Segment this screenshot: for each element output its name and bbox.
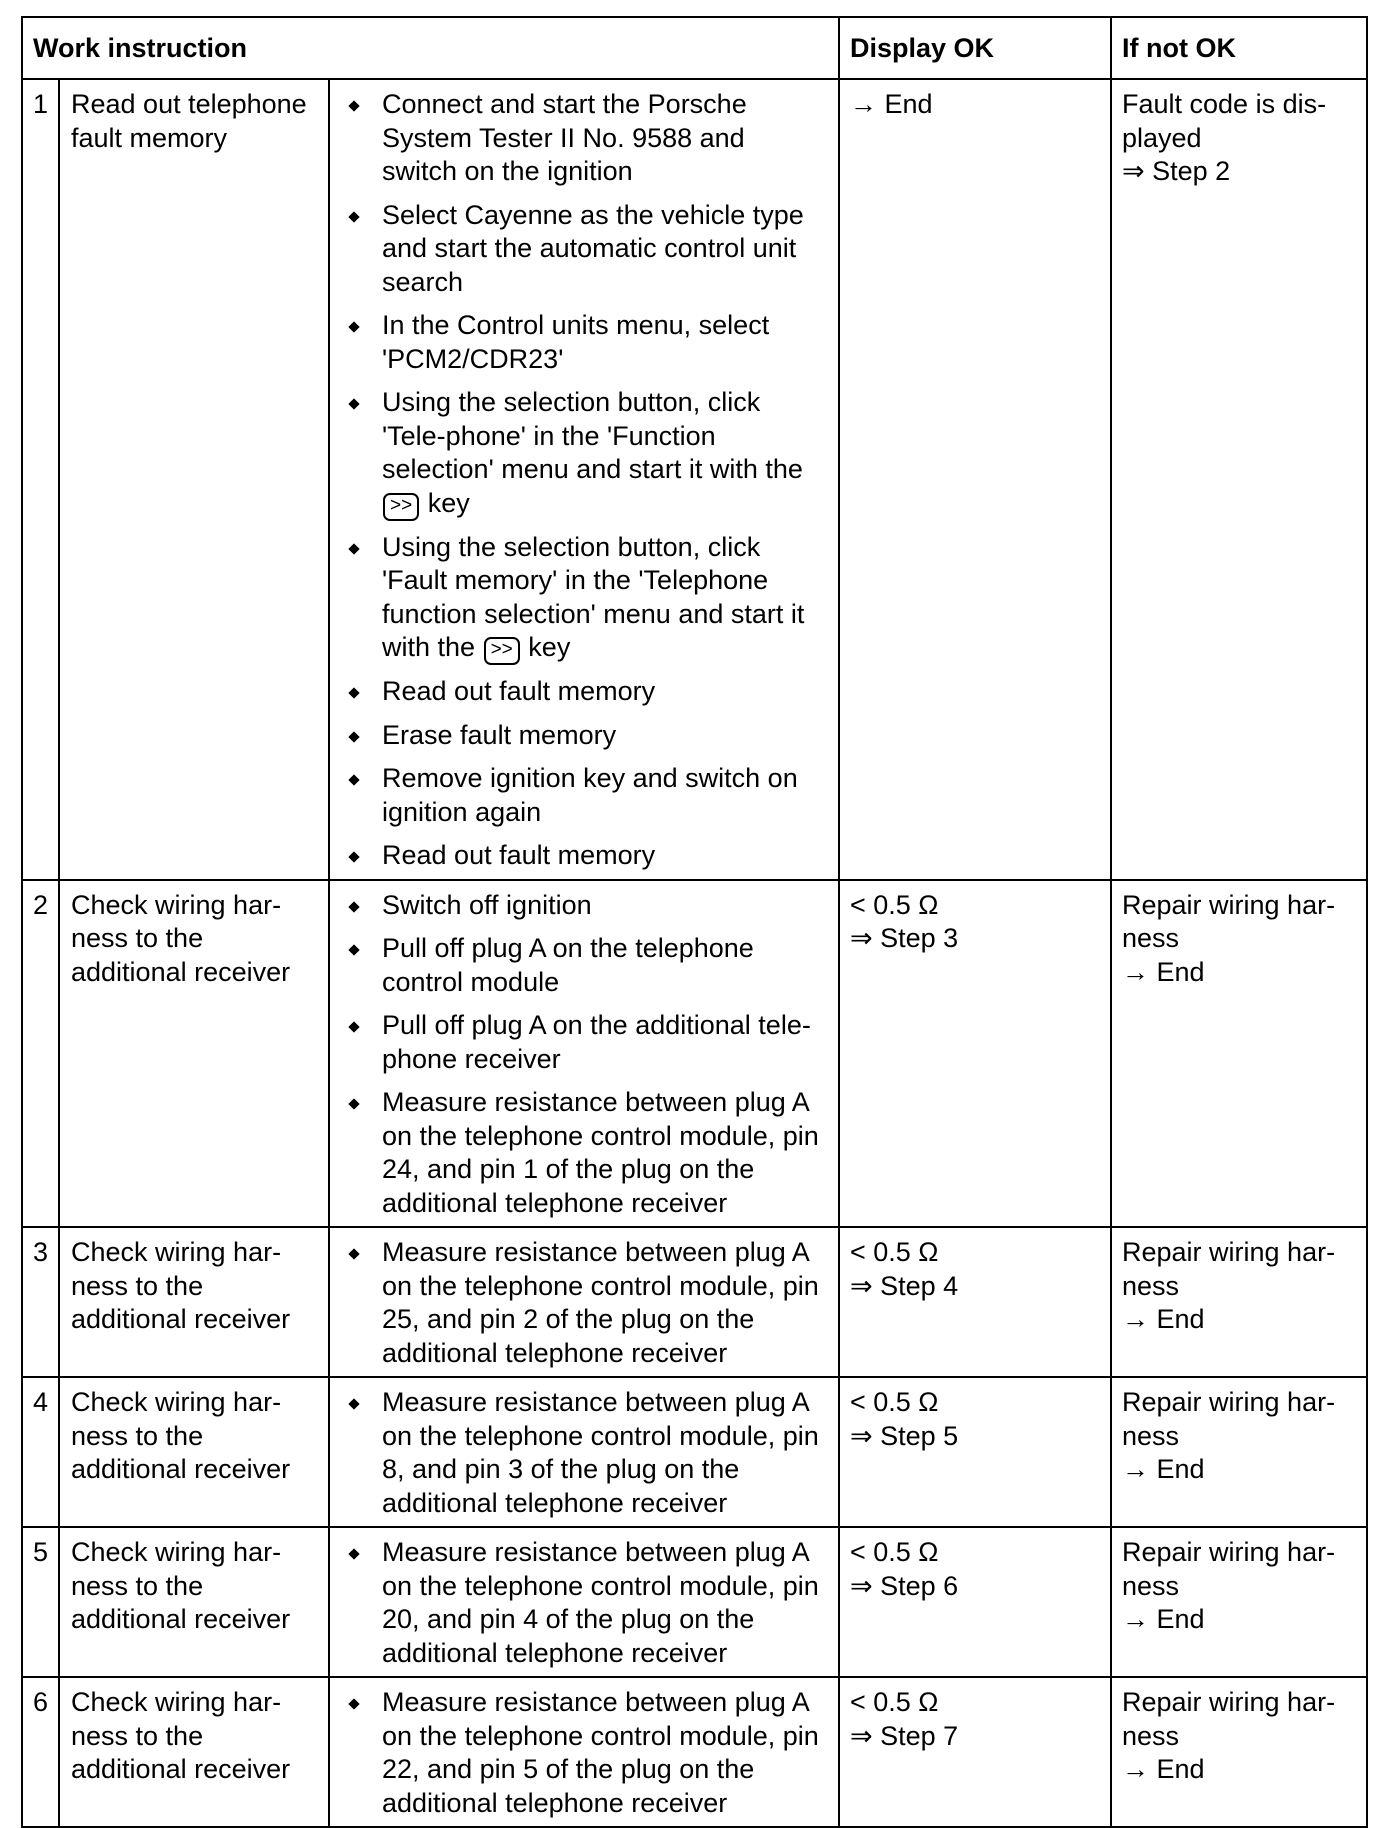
display-ok-text: ⇒ Step 4 <box>850 1270 959 1301</box>
if-not-ok-text: Repair wiring har-ness <box>1122 1237 1336 1301</box>
instruction-text: Erase fault memory <box>382 719 617 750</box>
instruction-steps <box>329 1527 839 1677</box>
step-title: Check wiring har-ness to the additional receiver <box>59 880 329 1228</box>
display-ok-text: ⇒ Step 6 <box>850 1570 959 1601</box>
instruction-text: Using the selection button, click 'Fault memory' in the 'Telephone function selection' menu and start it with the <box>382 531 805 662</box>
display-ok-cell <box>839 1227 1111 1377</box>
instruction-item <box>340 386 826 521</box>
forward-key-icon: >> <box>383 493 419 521</box>
display-ok-cell <box>839 880 1111 1228</box>
instruction-steps <box>329 1677 839 1827</box>
step-number: 5 <box>22 1527 59 1677</box>
step-title: Check wiring har-ness to the additional receiver <box>59 1377 329 1527</box>
instruction-item <box>340 889 826 923</box>
bullet-diamond-icon <box>348 1021 359 1032</box>
instruction-text: Select Cayenne as the vehicle type and start the automatic control unit search <box>382 199 804 297</box>
if-not-ok-cell <box>1111 1377 1367 1527</box>
table-row <box>22 1527 1367 1677</box>
header-if-not-ok: If not OK <box>1111 17 1367 79</box>
display-ok-text: ⇒ Step 3 <box>850 923 959 953</box>
bullet-diamond-icon <box>348 1548 359 1559</box>
instruction-text: Measure resistance between plug A on the telephone control module, pin 20, and pin 4 of the plug on the additional telephone receiver <box>382 1537 819 1668</box>
bullet-diamond-icon <box>348 851 359 862</box>
bullet-diamond-icon <box>348 100 359 111</box>
instruction-text: key <box>528 632 571 662</box>
bullet-diamond-icon <box>348 1398 359 1409</box>
if-not-ok-text: → End <box>1122 1754 1205 1784</box>
if-not-ok-cell <box>1111 79 1367 880</box>
if-not-ok-cell <box>1111 1677 1367 1827</box>
if-not-ok-text: Repair wiring har-ness <box>1122 1537 1336 1601</box>
bullet-diamond-icon <box>348 398 359 409</box>
bullet-diamond-icon <box>348 1248 359 1259</box>
step-number: 2 <box>22 880 59 1228</box>
step-title: Check wiring har-ness to the additional receiver <box>59 1227 329 1377</box>
instruction-item <box>340 932 826 999</box>
instruction-text: Using the selection button, click 'Tele-phone' in the 'Function selection' menu and start it with the <box>382 387 803 484</box>
display-ok-cell <box>839 1677 1111 1827</box>
instruction-list <box>340 88 826 873</box>
if-not-ok-cell <box>1111 1227 1367 1377</box>
forward-key-icon: >> <box>484 637 520 665</box>
table-body <box>22 79 1367 1827</box>
if-not-ok-text: Repair wiring har-ness <box>1122 1387 1336 1451</box>
if-not-ok-text: → End <box>1122 1454 1205 1484</box>
instruction-list <box>340 1386 826 1520</box>
if-not-ok-cell <box>1111 1527 1367 1677</box>
bullet-diamond-icon <box>348 1698 359 1709</box>
table-row <box>22 1377 1367 1527</box>
display-ok-text: → End <box>850 89 933 119</box>
instruction-item <box>340 1386 826 1520</box>
instruction-item <box>340 1009 826 1076</box>
bullet-diamond-icon <box>348 774 359 785</box>
table-row <box>22 1227 1367 1377</box>
if-not-ok-text: → End <box>1122 956 1205 987</box>
step-number: 4 <box>22 1377 59 1527</box>
step-number: 6 <box>22 1677 59 1827</box>
instruction-text: Pull off plug A on the additional tele-phone receiver <box>382 1010 811 1074</box>
instruction-list <box>340 1686 826 1820</box>
table-row <box>22 79 1367 880</box>
instruction-item <box>340 1686 826 1820</box>
bullet-diamond-icon <box>348 944 359 955</box>
instruction-item <box>340 1236 826 1370</box>
work-instruction-table <box>21 16 1368 1828</box>
instruction-text: Pull off plug A on the telephone control module <box>382 933 754 997</box>
if-not-ok-text: Fault code is dis-played <box>1122 89 1327 153</box>
instruction-item <box>340 1536 826 1670</box>
instruction-item <box>340 309 826 376</box>
instruction-text: Read out fault memory <box>382 676 656 706</box>
bullet-diamond-icon <box>348 543 359 554</box>
display-ok-text: ⇒ Step 7 <box>850 1720 959 1751</box>
display-ok-cell <box>839 1377 1111 1527</box>
instruction-text: Measure resistance between plug A on the telephone control module, pin 22, and pin 5 of the plug on the additional telephone receiver <box>382 1687 819 1818</box>
instruction-list <box>340 1236 826 1370</box>
display-ok-text: < 0.5 Ω <box>850 1237 939 1267</box>
instruction-text: Switch off ignition <box>382 889 592 920</box>
if-not-ok-text: → End <box>1122 1604 1205 1634</box>
if-not-ok-text: → End <box>1122 1304 1205 1334</box>
step-title: Check wiring har-ness to the additional receiver <box>59 1677 329 1827</box>
instruction-steps <box>329 79 839 880</box>
bullet-diamond-icon <box>348 901 359 912</box>
table-header-row <box>22 17 1367 79</box>
header-display-ok: Display OK <box>839 17 1111 79</box>
instruction-item <box>340 675 826 709</box>
step-number: 1 <box>22 79 59 880</box>
instruction-item <box>340 839 826 873</box>
instruction-text: Measure resistance between plug A on the telephone control module, pin 25, and pin 2 of the plug on the additional telephone receiver <box>382 1237 819 1368</box>
bullet-diamond-icon <box>348 687 359 698</box>
instruction-item <box>340 1086 826 1220</box>
instruction-item <box>340 88 826 189</box>
display-ok-cell <box>839 1527 1111 1677</box>
bullet-diamond-icon <box>348 731 359 742</box>
if-not-ok-text: Repair wiring har-ness <box>1122 889 1336 953</box>
instruction-text: Measure resistance between plug A on the telephone control module, pin 24, and pin 1 of the plug on the additional telephone receiver <box>382 1087 819 1218</box>
step-title: Check wiring har-ness to the additional receiver <box>59 1527 329 1677</box>
if-not-ok-cell <box>1111 880 1367 1228</box>
instruction-text: Connect and start the Porsche System Tester II No. 9588 and switch on the ignition <box>382 89 747 186</box>
display-ok-text: < 0.5 Ω <box>850 1687 939 1717</box>
step-title: Read out telephone fault memory <box>59 79 329 880</box>
table-row <box>22 880 1367 1228</box>
instruction-item <box>340 762 826 829</box>
instruction-steps <box>329 1227 839 1377</box>
instruction-item <box>340 531 826 666</box>
bullet-diamond-icon <box>348 1098 359 1109</box>
instruction-text: key <box>427 487 470 518</box>
instruction-steps <box>329 1377 839 1527</box>
instruction-item <box>340 199 826 300</box>
display-ok-cell <box>839 79 1111 880</box>
instruction-text: In the Control units menu, select 'PCM2/CDR23' <box>382 310 770 374</box>
display-ok-text: < 0.5 Ω <box>850 1537 939 1567</box>
display-ok-text: < 0.5 Ω <box>850 889 939 920</box>
instruction-text: Read out fault memory <box>382 840 656 870</box>
step-number: 3 <box>22 1227 59 1377</box>
if-not-ok-text: ⇒ Step 2 <box>1122 156 1231 186</box>
if-not-ok-text: Repair wiring har-ness <box>1122 1687 1336 1751</box>
table-row <box>22 1677 1367 1827</box>
instruction-list <box>340 1536 826 1670</box>
bullet-diamond-icon <box>348 211 359 222</box>
bullet-diamond-icon <box>348 321 359 332</box>
header-work-instruction: Work instruction <box>22 17 839 79</box>
instruction-list <box>340 889 826 1221</box>
display-ok-text: ⇒ Step 5 <box>850 1420 959 1451</box>
instruction-steps <box>329 880 839 1228</box>
instruction-item <box>340 719 826 753</box>
instruction-text: Measure resistance between plug A on the telephone control module, pin 8, and pin 3 of the plug on the additional telephone receiver <box>382 1387 819 1518</box>
display-ok-text: < 0.5 Ω <box>850 1387 939 1417</box>
instruction-text: Remove ignition key and switch on ignition again <box>382 763 798 827</box>
